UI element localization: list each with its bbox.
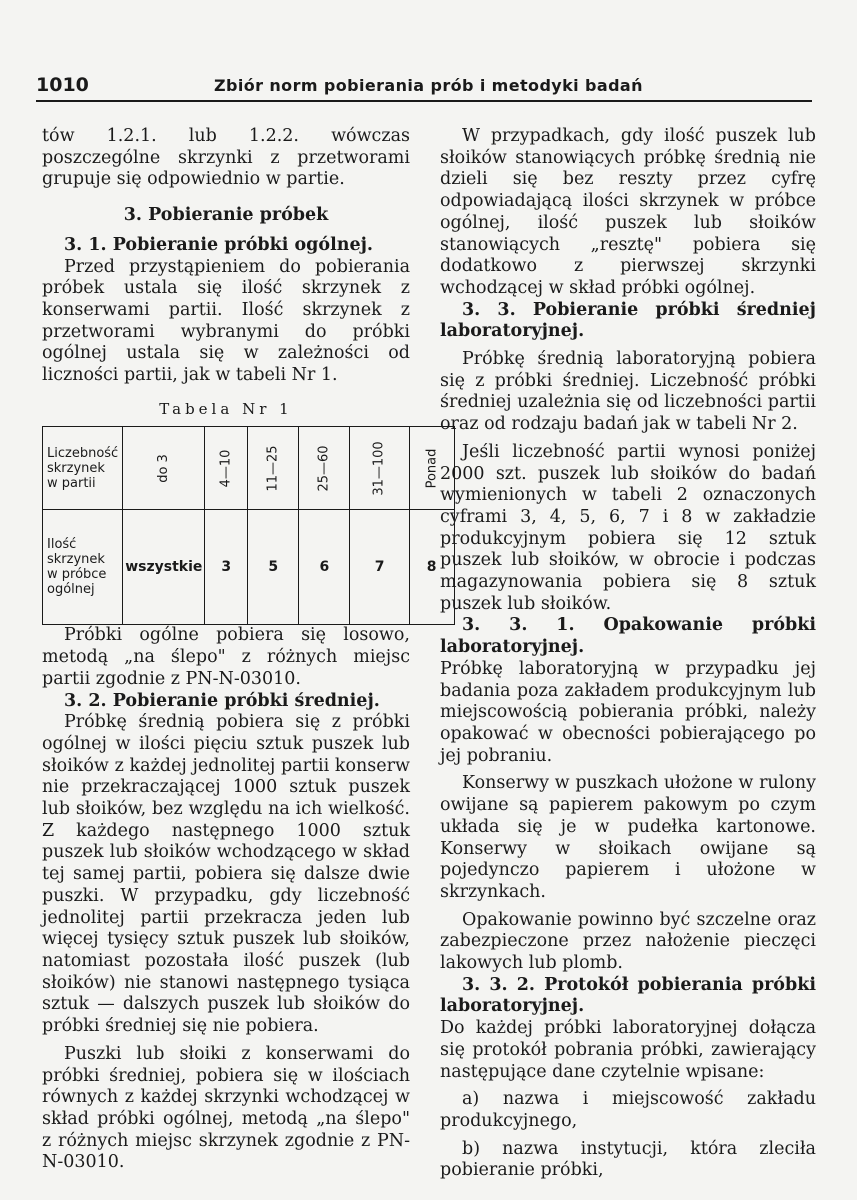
- table-col-header: Ponad: [409, 427, 454, 510]
- table-cell: 8: [409, 510, 454, 625]
- running-title: Zbiór norm pobierania prób i metodyki badań: [214, 76, 643, 95]
- table-cell: 6: [299, 510, 350, 625]
- subsection-heading: 3. 2. Pobieranie próbki średniej.: [64, 690, 380, 711]
- paragraph: Do każdej próbki laboratoryjnej dołącza się protokół pobrania próbki, zawierający następujące dane czytelnie wpisane:: [440, 1018, 816, 1082]
- list-item: a) nazwa i miejscowość zakładu produkcyjnego,: [440, 1089, 816, 1131]
- table-row-header: Ilość skrzynek w próbce ogólnej: [43, 510, 123, 625]
- table-1: [42, 426, 455, 625]
- right-column: [440, 126, 816, 1182]
- paragraph: Konserwy w puszkach ułożone w rulony owijane są papierem pakowym po czym układa się je w pudełka kartonowe. Konserwy w słoikach owijane są pojedynczo papierem i ułożone w skrzynkach.: [440, 773, 816, 902]
- paragraph: Puszki lub słoiki z konserwami do próbki średniej, pobiera się w ilościach równych z każdej skrzynki wchodzącej w skład próbki ogólnej, metodą „na ślepo" z różnych miejsc skrzynek zgodnie z PN-N-03010.: [42, 1043, 410, 1173]
- table-col-header: 25—60: [299, 427, 350, 510]
- table-col-header: do 3: [123, 427, 205, 510]
- table-row: [43, 510, 455, 625]
- table-col-header: 4—10: [205, 427, 248, 510]
- left-column: [42, 126, 440, 1174]
- table-caption: Tabela Nr 1: [159, 399, 293, 418]
- table-cell: 5: [248, 510, 299, 625]
- paragraph: Przed przystąpieniem do pobierania próbek ustala się ilość skrzynek z konserwami partii. Ilość skrzynek z przetworami wybranymi do próbki ogólnej ustala się w zależności od liczności partii, jak w tabeli Nr 1.: [42, 256, 410, 386]
- table-col-header: 11—25: [248, 427, 299, 510]
- paragraph: Próbkę laboratoryjną w przypadku jej badania poza zakładem produkcyjnym lub miejscowością pobierania próbki, należy opakować w obecności pobierającego po jej pobraniu.: [440, 658, 816, 766]
- page-number: 1010: [36, 74, 89, 96]
- table-row: [43, 427, 455, 510]
- page-header: [36, 72, 812, 102]
- paragraph: Próbkę średnią laboratoryjną pobiera się z próbki średniej. Liczebność próbki średniej uzależnia się od liczebności partii oraz od rodzaju badań jak w tabeli Nr 2.: [440, 349, 816, 435]
- paragraph: Próbkę średnią pobiera się z próbki ogólnej w ilości pięciu sztuk puszek lub słoików z każdej jednolitej partii konserw nie przekraczającej 1000 sztuk puszek lub słoików, bez względu na ich wielkość. Z każdego następnego 1000 sztuk puszek lub słoików wchodzącego w skład tej samej partii, pobiera się dalsze dwie puszki. W przypadku, gdy liczebność jednolitej partii przekracza jeden lub więcej tysięcy sztuk puszek lub słoików, natomiast pozostała ilość puszek (lub słoików) nie stanowi następnego tysiąca sztuk — dalszych puszek lub słoików do próbki średniej się nie pobiera.: [42, 712, 410, 1037]
- table-col-header: 31—100: [350, 427, 409, 510]
- table-cell: wszystkie: [123, 510, 205, 625]
- paragraph: Próbki ogólne pobiera się losowo, metodą „na ślepo" z różnych miejsc partii zgodnie z PN-N-03010.: [42, 625, 410, 689]
- subsection-heading: 3. 1. Pobieranie próbki ogólnej.: [64, 234, 374, 255]
- table-cell: 3: [205, 510, 248, 625]
- list-item: b) nazwa instytucji, która zleciła pobieranie próbki,: [440, 1138, 816, 1181]
- subsection-heading: 3. 3. Pobieranie próbki średniej laboratoryjnej.: [440, 299, 816, 342]
- paragraph: W przypadkach, gdy ilość puszek lub słoików stanowiących próbkę średnią nie dzieli się bez reszty przez cyfrę odpowiadającą ilości skrzynek w próbce ogólnej, ilość puszek lub słoików stanowiących „resztę" pobiera się dodatkowo z pierwszej skrzynki wchodzącej w skład próbki ogólnej.: [440, 126, 816, 298]
- section-heading: 3. Pobieranie próbek: [123, 205, 329, 226]
- paragraph: tów 1.2.1. lub 1.2.2. wówczas poszczególne skrzynki z przetworami grupuje się odpowiednio w partie.: [42, 126, 410, 190]
- subsection-heading: 3. 3. 1. Opakowanie próbki laboratoryjnej.: [440, 615, 816, 658]
- paragraph: Opakowanie powinno być szczelne oraz zabezpieczone przez nałożenie pieczęci lakowych lub plomb.: [440, 909, 816, 974]
- table-row-header: Liczebność skrzynek w partii: [43, 427, 123, 510]
- subsection-heading: 3. 3. 2. Protokół pobierania próbki laboratoryjnej.: [440, 974, 816, 1017]
- paragraph: Jeśli liczebność partii wynosi poniżej 2000 szt. puszek lub słoików do badań wymienionych w tabeli 2 oznaczonych cyframi 3, 4, 5, 6, 7 i 8 w zakładzie produkcyjnym pobiera się 12 sztuk puszek lub słoików, w obrocie i podczas magazynowania pobiera się 8 sztuk puszek lub słoików.: [440, 441, 816, 614]
- table-cell: 7: [350, 510, 409, 625]
